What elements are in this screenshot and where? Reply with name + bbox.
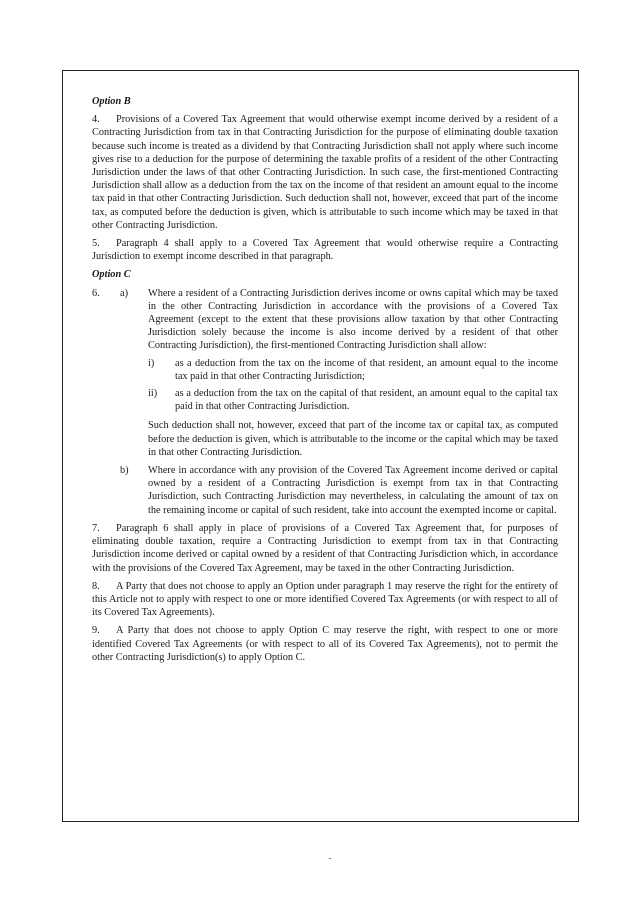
subparagraph-label: a) bbox=[120, 287, 128, 299]
paragraph-text: Provisions of a Covered Tax Agreement that would otherwise exempt income derived by a resident of a Contracting Jurisdiction from tax in that Contracting Jurisdiction for the purpose of eliminating double taxation because such income is treated as a dividend by that Contracting Jurisdiction shall not apply where such income gives rise to a deduction for the purpose of determining the taxable profits of a resident of the other Contracting Jurisdiction under the laws of that other Contracting Jurisdiction. In such case, the first-mentioned Contracting Jurisdiction shall allow as a deduction from the tax on the income of that resident an amount equal to the income tax paid in that other Contracting Jurisdiction. Such deduction shall not, however, exceed that part of the income tax, as computed before the deduction is given, which is attributable to such income which may be taxed in that other Contracting Jurisdiction. bbox=[92, 114, 558, 231]
paragraph-text: Paragraph 6 shall apply in place of provisions of a Covered Tax Agreement that, for purposes of eliminating double taxation, require a Contracting Jurisdiction to exempt from tax in that Contracting Jurisdiction income derived or capital owned by a resident of that Contracting Jurisdiction which, in accordance with the provisions of the Covered Tax Agreement, may be taxed in the other Contracting Jurisdiction. bbox=[92, 522, 558, 574]
clause-ii bbox=[148, 387, 558, 413]
paragraph-number: 4. bbox=[92, 114, 100, 126]
clause-label: ii) bbox=[148, 388, 158, 400]
paragraph-text: A Party that does not choose to apply an Option under paragraph 1 may reserve the right for the entirety of this Article not to apply with respect to one or more identified Covered Tax Agreements (or with respect to all of its Covered Tax Agreements). bbox=[92, 580, 558, 619]
paragraph-7 bbox=[92, 522, 558, 575]
paragraph-number: 8. bbox=[92, 580, 100, 592]
paragraph-text: A Party that does not choose to apply Option C may reserve the right, with respect to one or more identified Covered Tax Agreements (or with respect to all of its Covered Tax Agreements), not to permit the other Contracting Jurisdiction(s) to apply Option C. bbox=[92, 625, 558, 663]
subparagraph-text: Where in accordance with any provision of the Covered Tax Agreement income derived or capital owned by a resident of a Contracting Jurisdiction is exempt from tax in that Contracting Jurisdiction, such Contracting Jurisdiction may nevertheless, in calculating the amount of tax on the remaining income or capital of such resident, take into account the exempted income or capital. bbox=[148, 465, 558, 516]
paragraph-6a bbox=[92, 287, 558, 459]
paragraph-6b bbox=[120, 464, 558, 517]
subparagraph-text: Where a resident of a Contracting Jurisdiction derives income or owns capital which may be taxed in the other Contracting Jurisdiction in accordance with the provisions of a Covered Tax Agreement (except to the extent that these provisions allow taxation by that other Contracting Jurisdiction solely because the income is also income derived by a resident of that other Contracting Jurisdiction), the first-mentioned Contracting Jurisdiction shall allow: bbox=[148, 287, 558, 352]
clause-label: i) bbox=[148, 357, 155, 369]
paragraph-number: 9. bbox=[92, 625, 100, 637]
paragraph-text: Paragraph 4 shall apply to a Covered Tax Agreement that would otherwise require a Contracting Jurisdiction to exempt income described in that paragraph. bbox=[92, 238, 558, 263]
clause-text: as a deduction from the tax on the income of that resident, an amount equal to the income tax paid in that other Contracting Jurisdiction; bbox=[175, 357, 558, 382]
option-c-heading: Option C bbox=[92, 269, 131, 281]
article-text bbox=[92, 95, 558, 669]
option-b-heading: Option B bbox=[92, 96, 131, 107]
paragraph-number: 5. bbox=[92, 238, 100, 250]
footer-mark bbox=[329, 858, 331, 859]
paragraph-9 bbox=[92, 624, 558, 664]
subparagraph-closing: Such deduction shall not, however, exceed that part of the income tax or capital tax, as computed before the deduction is given, which is attributable to the income or the capital which may be taxed in that other Contracting Jurisdiction. bbox=[148, 420, 558, 458]
subparagraph-label: b) bbox=[120, 465, 129, 477]
paragraph-5 bbox=[92, 237, 558, 263]
clause-text: as a deduction from the tax on the capital of that resident, an amount equal to the capital tax paid in that other Contracting Jurisdiction. bbox=[175, 388, 558, 413]
paragraph-number: 6. bbox=[92, 287, 100, 299]
clause-i bbox=[148, 357, 558, 383]
paragraph-8 bbox=[92, 580, 558, 620]
paragraph-number: 7. bbox=[92, 522, 100, 534]
paragraph-4 bbox=[92, 113, 558, 232]
